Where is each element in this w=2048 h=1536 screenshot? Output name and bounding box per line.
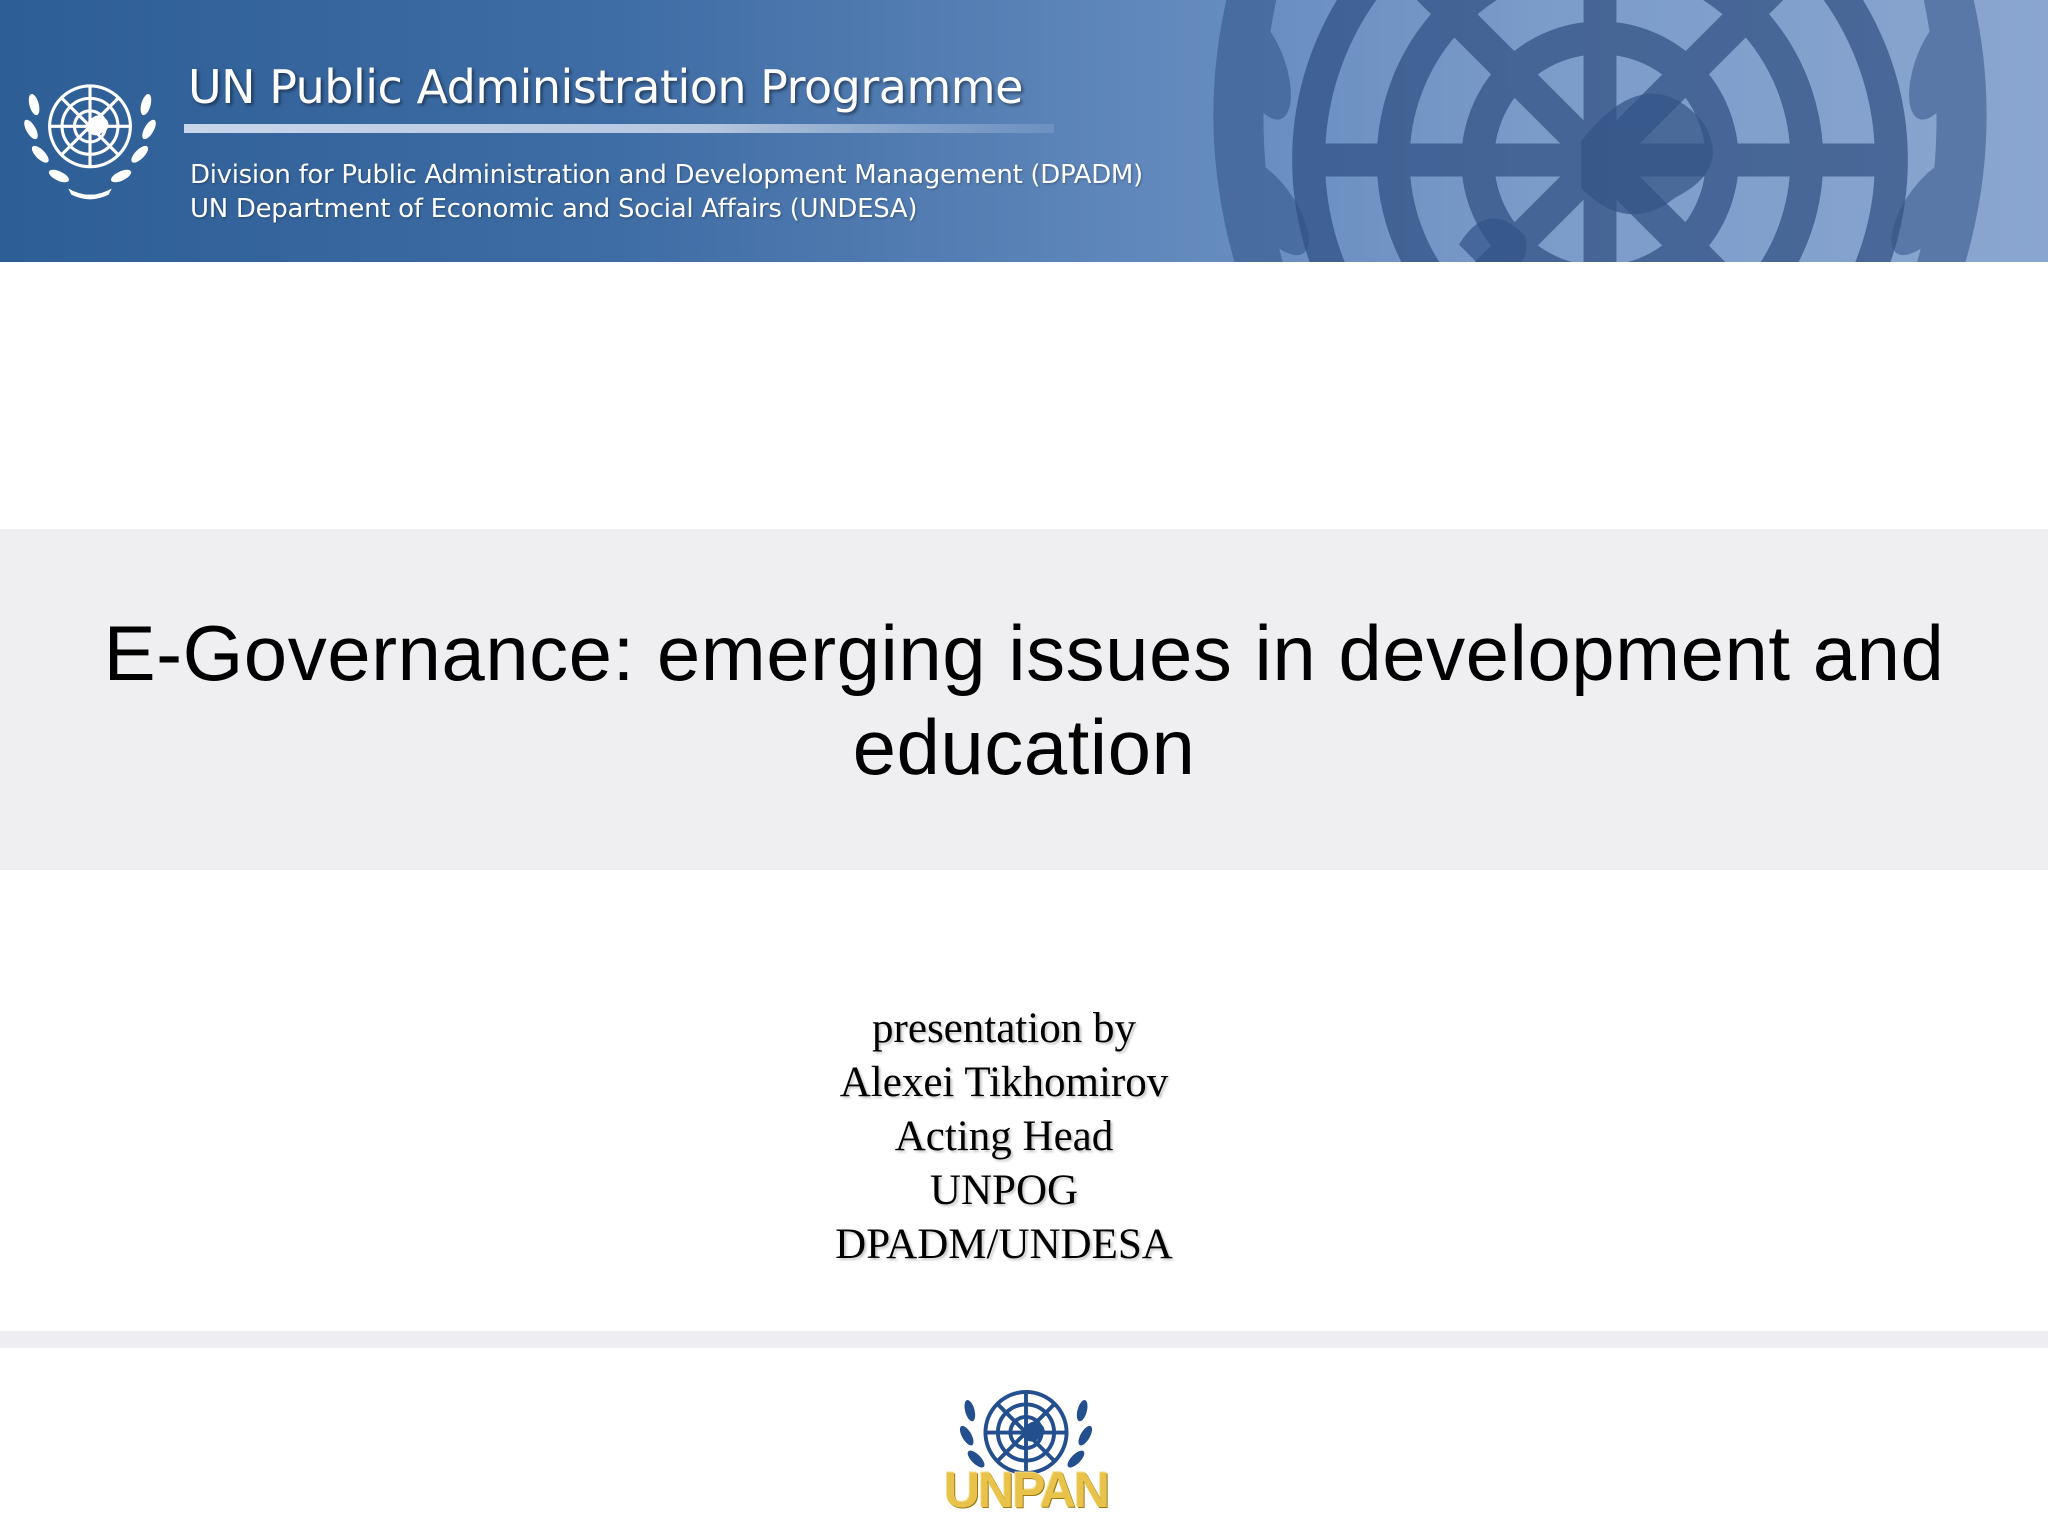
programme-title: UN Public Administration Programme: [188, 60, 1023, 114]
presenter-division: DPADM/UNDESA: [835, 1221, 1173, 1268]
banner-divider: [184, 124, 1054, 133]
unpan-logo-text: UNPAN: [943, 1462, 1109, 1518]
title-band: [0, 529, 2048, 870]
presenter-name: Alexei Tikhomirov: [839, 1059, 1169, 1106]
department-subtitle: UN Department of Economic and Social Affairs (UNDESA): [190, 194, 918, 224]
header-banner: [0, 0, 2048, 262]
slide-title: E-Governance: emerging issues in development and education: [103, 608, 1945, 791]
un-emblem-icon: [12, 58, 168, 204]
presenter-block: [0, 1002, 2008, 1272]
presenter-role: Acting Head: [894, 1113, 1114, 1160]
division-subtitle: Division for Public Administration and Development Management (DPADM): [190, 160, 1143, 190]
presenter-office: UNPOG: [929, 1167, 1079, 1214]
presenter-intro: presentation by: [872, 1005, 1136, 1052]
un-emblem-background-icon: [1130, 0, 2048, 262]
footer-divider: [0, 1331, 2048, 1348]
